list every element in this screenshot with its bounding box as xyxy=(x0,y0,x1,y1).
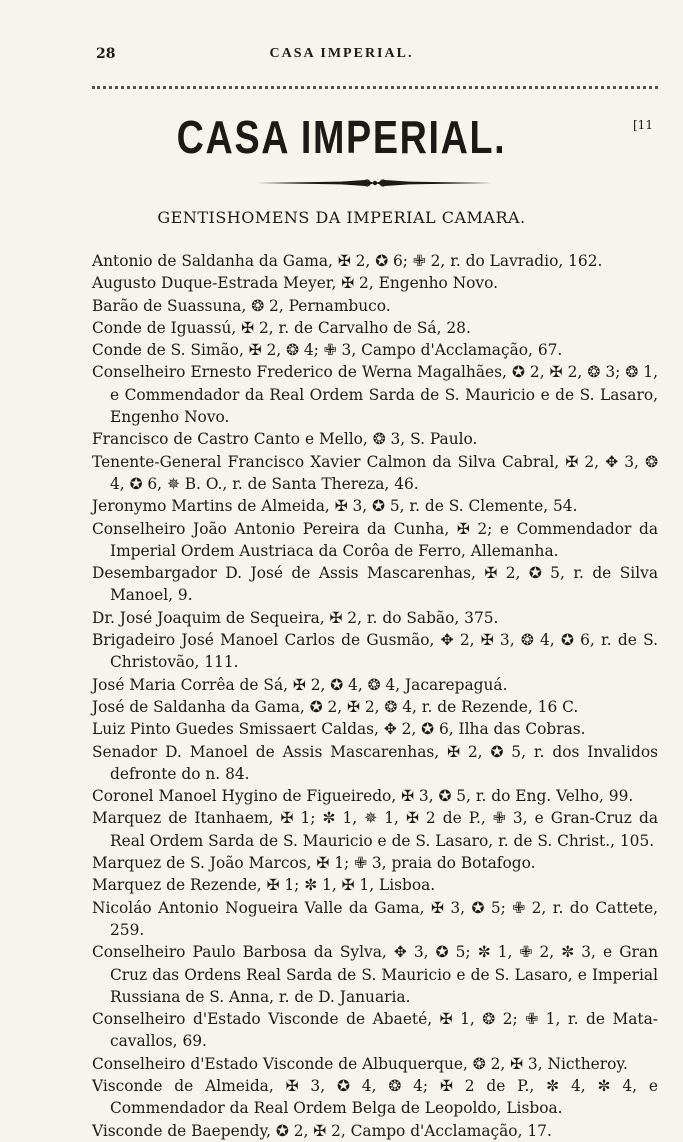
entry-text: Brigadeiro José Manoel Carlos de Gusmão, ✥ 2, ✠ 3, ❂ 4, ✪ 6, r. de S. Christovão, 111. xyxy=(92,631,658,672)
list-item xyxy=(92,518,658,563)
entry-text: Desembargador D. José de Assis Mascarenhas, ✠ 2, ✪ 5, r. de Silva Manoel, 9. xyxy=(92,564,658,605)
entry-text: Conselheiro d'Estado Visconde de Abaeté, ✠ 1, ❂ 2; ✙ 1, r. de Mata-cavallos, 69. xyxy=(92,1010,658,1051)
list-item xyxy=(92,295,658,317)
list-item xyxy=(92,696,658,718)
entry-text: Antonio de Saldanha da Gama, ✠ 2, ✪ 6; ✙ 2, r. do Lavradio, 162. xyxy=(92,252,603,270)
list-item xyxy=(92,1008,658,1053)
entry-text: Conde de Iguassú, ✠ 2, r. de Carvalho de Sá, 28. xyxy=(92,318,471,337)
running-title: CASA IMPERIAL. xyxy=(269,46,414,61)
list-item xyxy=(92,1053,658,1075)
list-item xyxy=(92,451,658,496)
list-item xyxy=(92,941,658,1008)
list-item xyxy=(92,629,658,674)
list-item xyxy=(92,785,658,807)
entry-text: Marquez de S. João Marcos, ✠ 1; ✙ 3, praia do Botafogo. xyxy=(92,854,536,873)
page-number: 28 xyxy=(96,46,116,62)
list-item xyxy=(92,1075,658,1120)
section-title: GENTISHOMENS DA IMPERIAL CAMARA. xyxy=(157,208,526,227)
list-item xyxy=(92,317,658,339)
entry-text: Barão de Suassuna, ❂ 2, Pernambuco. xyxy=(92,296,391,315)
entry-text: Senador D. Manoel de Assis Mascarenhas, ✠ 2, ✪ 5, r. dos Invalidos defronte do n. 84. xyxy=(92,742,658,783)
entry-text: Nicoláo Antonio Nogueira Valle da Gama, ✠ 3, ✪ 5; ✙ 2, r. do Cattete, 259. xyxy=(92,898,658,939)
entry-text: Luiz Pinto Guedes Smissaert Caldas, ✥ 2, ✪ 6, Ilha das Cobras. xyxy=(92,720,586,739)
entry-text: Francisco de Castro Canto e Mello, ❂ 3, S. Paulo. xyxy=(92,430,478,449)
list-item xyxy=(92,897,658,942)
list-item xyxy=(92,1120,658,1142)
entry-text: Marquez de Itanhaem, ✠ 1; ✼ 1, ✵ 1, ✠ 2 de P., ✙ 3, e Gran-Cruz da Real Ordem Sarda de S. Mauricio e de S. Lasaro, r. de S. Christ., 105. xyxy=(92,809,658,850)
entry-text: Visconde de Almeida, ✠ 3, ✪ 4, ❂ 4; ✠ 2 de P., ✼ 4, ✼ 4, e Commendador da Real Ordem Belga de Leopoldo, Lisboa. xyxy=(92,1076,658,1118)
list-item xyxy=(92,852,658,874)
entry-text: Conde de S. Simão, ✠ 2, ❂ 4; ✙ 3, Campo d'Acclamação, 67. xyxy=(92,341,563,360)
entry-text: Jeronymo Martins de Almeida, ✠ 3, ✪ 5, r. de S. Clemente, 54. xyxy=(92,497,578,516)
list-item xyxy=(92,718,658,740)
entry-text: Tenente-General Francisco Xavier Calmon da Silva Cabral, ✠ 2, ✥ 3, ❂ 4, ✪ 6, ✵ B. O., r. de Santa Thereza, 46. xyxy=(92,452,658,493)
list-item xyxy=(92,428,658,450)
entry-list xyxy=(92,250,658,1142)
entry-text: José Maria Corrêa de Sá, ✠ 2, ✪ 4, ❂ 4, Jacarepaguá. xyxy=(92,675,508,694)
running-header xyxy=(0,46,683,68)
list-item xyxy=(92,272,658,294)
list-item xyxy=(92,741,658,786)
entry-text: José de Saldanha da Gama, ✪ 2, ✠ 2, ❂ 4, r. de Rezende, 16 C. xyxy=(92,697,579,716)
list-item xyxy=(92,874,658,896)
entry-text: Conselheiro Ernesto Frederico de Werna Magalhães, ✪ 2, ✠ 2, ❂ 3; ❂ 1, e Commendador da Real Ordem Sarda de S. Mauricio e de S. Lasaro, Engenho Novo. xyxy=(92,363,658,427)
entry-text: Augusto Duque-Estrada Meyer, ✠ 2, Engenho Novo. xyxy=(92,274,499,293)
entry-text: Conselheiro João Antonio Pereira da Cunha, ✠ 2; e Commendador da Imperial Ordem Austriaca da Corôa de Ferro, Allemanha. xyxy=(92,519,658,560)
entry-text: Marquez de Rezende, ✠ 1; ✼ 1, ✠ 1, Lisboa. xyxy=(92,876,436,895)
list-item xyxy=(92,361,658,428)
list-item xyxy=(92,807,658,852)
list-item xyxy=(92,250,658,272)
list-item xyxy=(92,562,658,607)
list-item xyxy=(92,607,658,629)
entry-text: Visconde de Baependy, ✪ 2, ✠ 2, Campo d'Acclamação, 17. xyxy=(92,1121,552,1140)
list-item xyxy=(92,674,658,696)
entry-text: Conselheiro d'Estado Visconde de Albuquerque, ❂ 2, ✠ 3, Nictheroy. xyxy=(92,1054,628,1073)
list-item xyxy=(92,495,658,517)
ornament-divider xyxy=(255,176,495,190)
marginal-mark: [11 xyxy=(633,118,653,132)
entry-text: Dr. José Joaquim de Sequeira, ✠ 2, r. do Sabão, 375. xyxy=(92,608,499,627)
entry-text: Coronel Manoel Hygino de Figueiredo, ✠ 3, ✪ 5, r. do Eng. Velho, 99. xyxy=(92,787,634,806)
header-rule xyxy=(92,86,658,89)
list-item xyxy=(92,339,658,361)
page-title: CASA IMPERIAL. xyxy=(176,111,507,163)
entry-text: Conselheiro Paulo Barbosa da Sylva, ✥ 3, ✪ 5; ✼ 1, ✙ 2, ✼ 3, e Gran Cruz das Ordens Real Sarda de S. Mauricio e de S. Lasaro, e Imperial Russiana de S. Anna, r. de D. Januaria. xyxy=(92,943,658,1006)
